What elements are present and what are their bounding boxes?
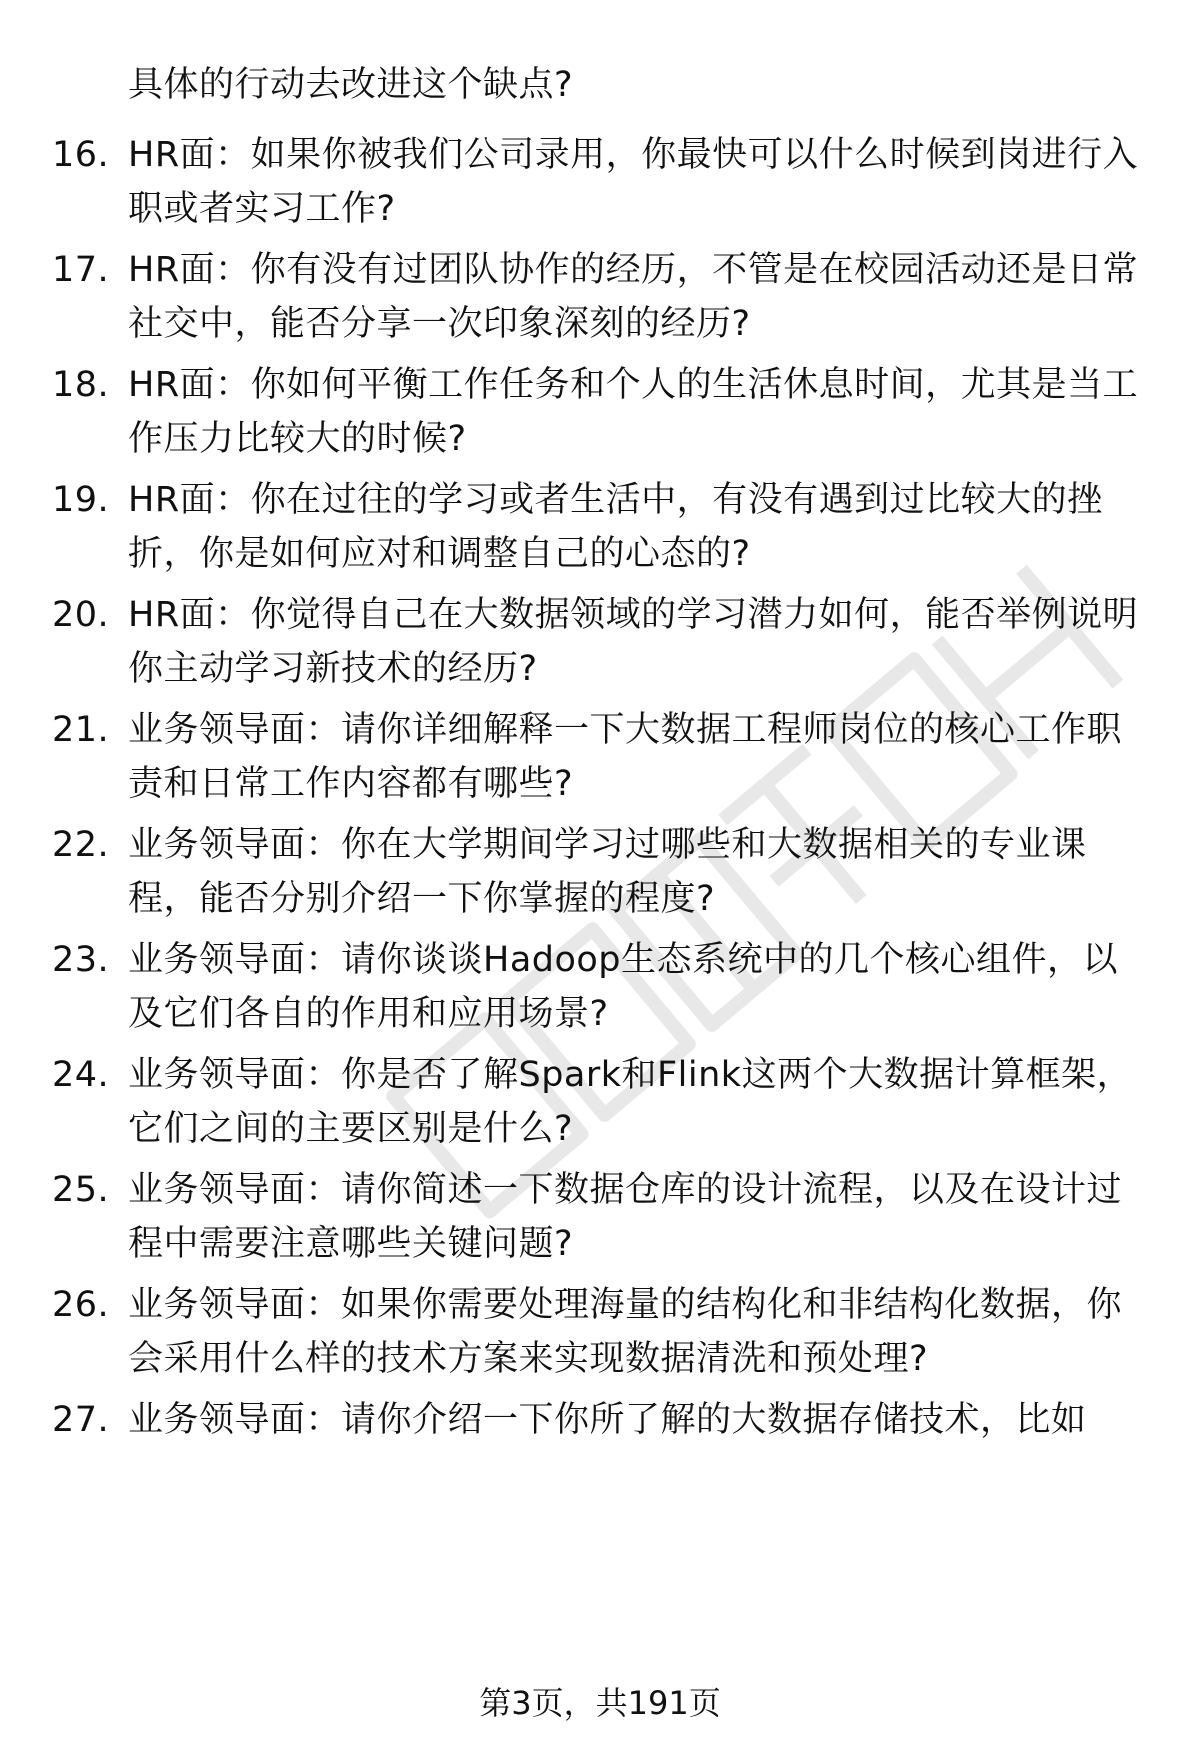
item-number: 20. [52,595,110,635]
item-number: 17. [52,250,110,290]
item-text: 业务领导面：请你介绍一下你所了解的大数据存储技术，比如 [128,1400,1087,1440]
item-text: HR面：如果你被我们公司录用，你最快可以什么时候到岗进行入职或者实习工作? [128,135,1139,229]
item-number: 23. [52,940,110,980]
item-text: HR面：你在过往的学习或者生活中，有没有遇到过比较大的挫折，你是如何应对和调整自己的心态的? [128,480,1103,574]
continuation-text: 具体的行动去改进这个缺点? [128,65,574,105]
item-text: HR面：你如何平衡工作任务和个人的生活休息时间，尤其是当工作压力比较大的时候? [128,365,1139,459]
item-number: 26. [52,1285,110,1325]
item-text: HR面：你觉得自己在大数据领域的学习潜力如何，能否举例说明你主动学习新技术的经历? [128,595,1139,689]
item-number: 16. [52,135,110,175]
item-text: 业务领导面：请你简述一下数据仓库的设计流程，以及在设计过程中需要注意哪些关键问题? [128,1170,1123,1264]
item-text: 业务领导面：如果你需要处理海量的结构化和非结构化数据，你会采用什么样的技术方案来实现数据清洗和预处理? [128,1285,1123,1379]
item-text: 业务领导面：请你谈谈Hadoop生态系统中的几个核心组件，以及它们各自的作用和应用场景? [128,940,1119,1034]
item-number: 27. [52,1400,110,1440]
item-number: 25. [52,1170,110,1210]
item-number: 22. [52,825,110,865]
item-number: 19. [52,480,110,520]
item-text: 业务领导面：你是否了解Spark和Flink这两个大数据计算框架，它们之间的主要区别是什么? [128,1055,1133,1149]
item-number: 18. [52,365,110,405]
page-footer: 第3页，共191页 [479,1684,721,1722]
item-text: 业务领导面：请你详细解释一下大数据工程师岗位的核心工作职责和日常工作内容都有哪些? [128,710,1123,804]
item-number: 21. [52,710,110,750]
item-text: HR面：你有没有过团队协作的经历，不管是在校园活动还是日常社交中，能否分享一次印象深刻的经历? [128,250,1139,344]
item-text: 业务领导面：你在大学期间学习过哪些和大数据相关的专业课程，能否分别介绍一下你掌握的程度? [128,825,1087,919]
item-number: 24. [52,1055,110,1095]
